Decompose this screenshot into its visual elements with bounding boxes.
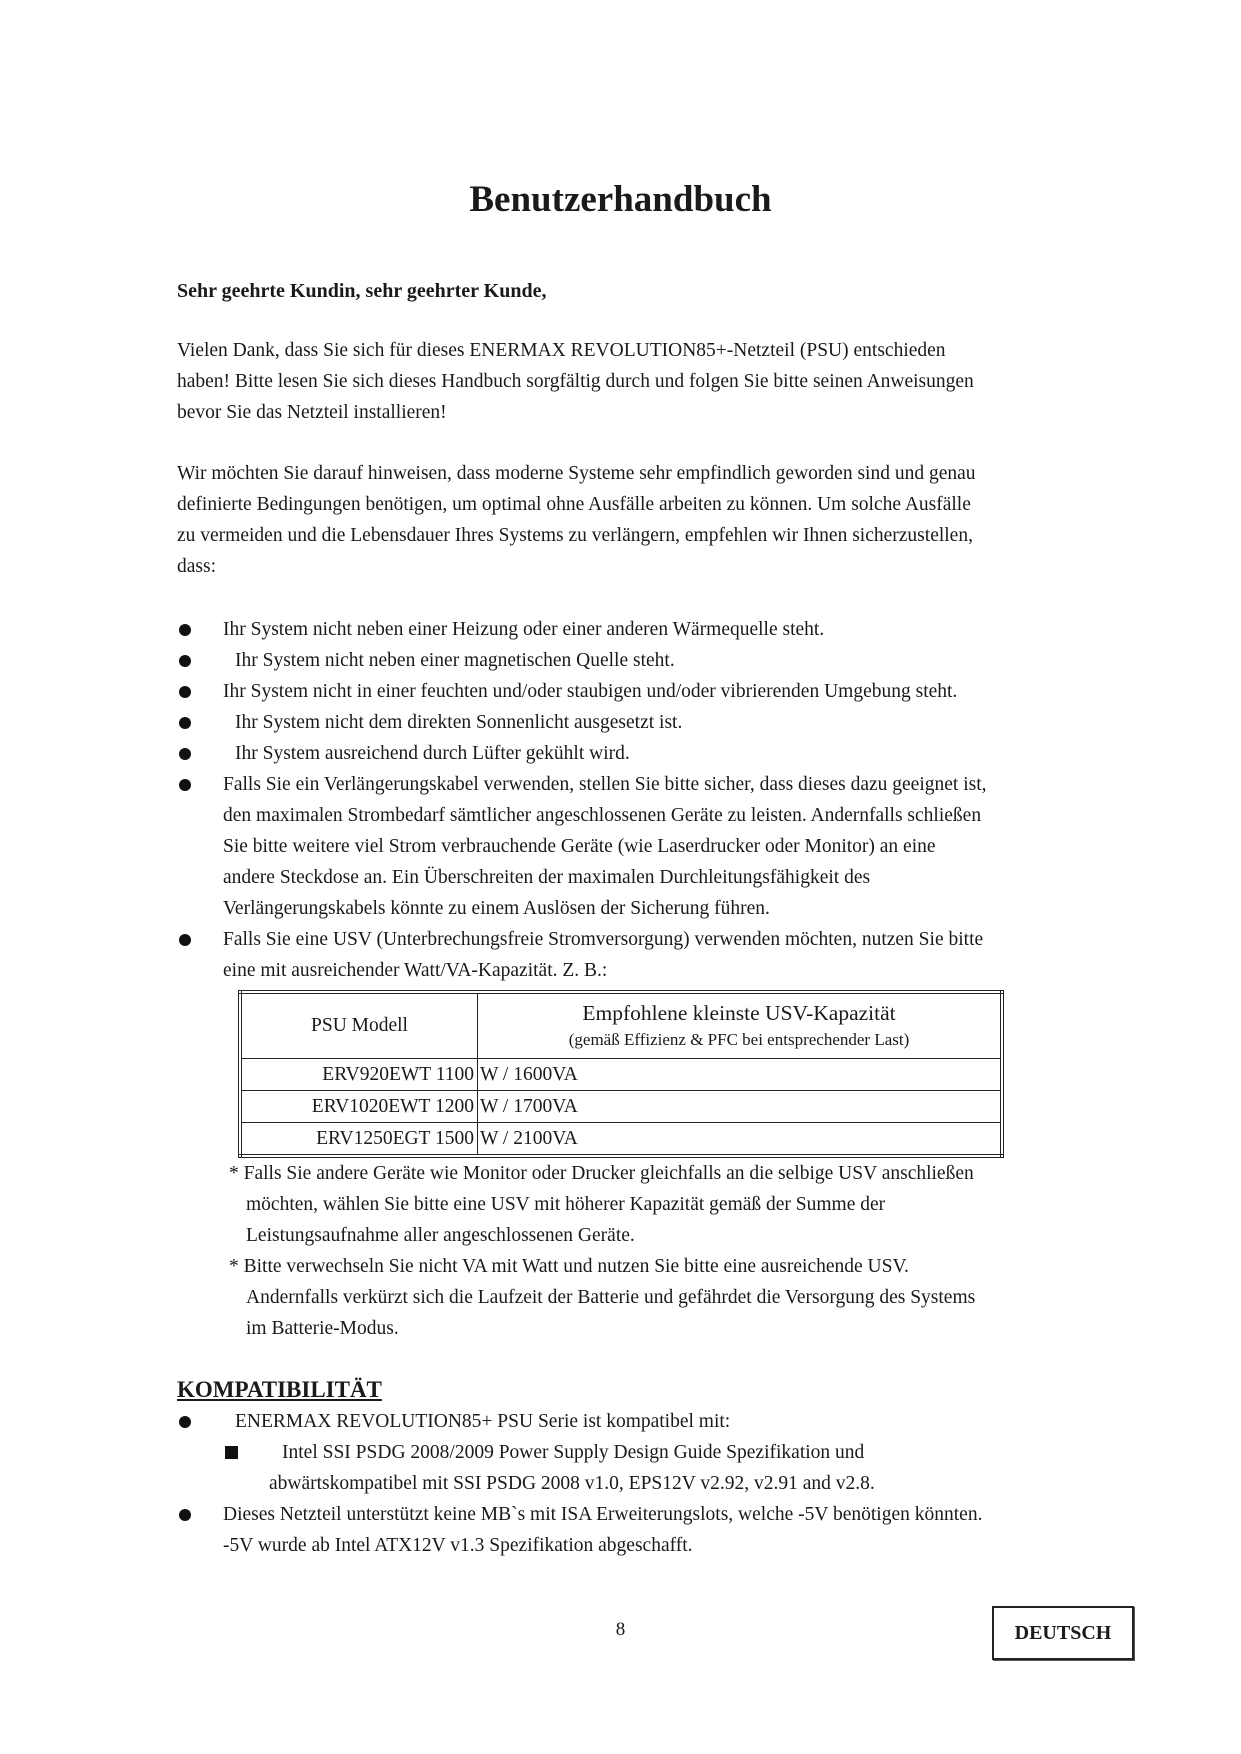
- note-line: * Falls Sie andere Geräte wie Monitor oder Drucker gleichfalls an die selbige USV anschließen: [229, 1163, 974, 1184]
- note-line: Andernfalls verkürzt sich die Laufzeit der Batterie und gefährdet die Versorgung des Systems: [246, 1287, 976, 1308]
- table-row: [240, 1123, 1002, 1157]
- table-cell-model: ERV920EWT 1100: [240, 1059, 478, 1091]
- table-cell-model: ERV1250EGT 1500: [240, 1123, 478, 1157]
- list-item-text: [223, 924, 1073, 986]
- table-row: [240, 1091, 1002, 1123]
- bullet-icon: [179, 624, 191, 636]
- advice-line: definierte Bedingungen benötigen, um optimal ohne Ausfälle arbeiten zu können. Um solche Ausfälle: [177, 494, 971, 515]
- intro-line: haben! Bitte lesen Sie sich dieses Handbuch sorgfältig durch und folgen Sie bitte seinen Anweisungen: [177, 371, 974, 392]
- list-item-text: ENERMAX REVOLUTION85+ PSU Serie ist kompatibel mit:: [235, 1411, 731, 1432]
- usv-capacity-subheader: (gemäß Effizienz & PFC bei entsprechender Last): [568, 1030, 910, 1049]
- advice-paragraph: [177, 458, 1077, 582]
- list-item-line: den maximalen Strombedarf sämtlicher angeschlossenen Geräte zu leisten. Andernfalls schließen: [223, 805, 982, 826]
- page-title: Benutzerhandbuch: [469, 179, 772, 220]
- usv-capacity-header: Empfohlene kleinste USV-Kapazität: [582, 1001, 896, 1025]
- list-item-line: Sie bitte weitere viel Strom verbrauchende Geräte (wie Laserdrucker oder Monitor) an eine: [223, 836, 936, 857]
- bullet-icon: [179, 779, 191, 791]
- salutation: Sehr geehrte Kundin, sehr geehrter Kunde,: [177, 280, 547, 302]
- list-item-line: Falls Sie ein Verlängerungskabel verwenden, stellen Sie bitte sicher, dass dieses dazu geeignet ist,: [223, 774, 987, 795]
- list-item-text: Ihr System nicht dem direkten Sonnenlicht ausgesetzt ist.: [235, 712, 683, 733]
- intro-line: bevor Sie das Netzteil installieren!: [177, 402, 447, 423]
- list-item-line: andere Steckdose an. Ein Überschreiten der maximalen Durchleitungsfähigkeit des: [223, 867, 871, 888]
- note-va-watt: [229, 1251, 1079, 1344]
- list-item-text: Ihr System nicht neben einer Heizung oder einer anderen Wärmequelle steht.: [223, 619, 825, 640]
- bullet-icon: [179, 1509, 191, 1521]
- note-line: möchten, wählen Sie bitte eine USV mit höherer Kapazität gemäß der Summe der: [246, 1194, 886, 1215]
- square-bullet-icon: [225, 1446, 238, 1459]
- list-item-line: Falls Sie eine USV (Unterbrechungsfreie Stromversorgung) verwenden möchten, nutzen Sie bitte: [223, 929, 984, 950]
- column-header-psu-model: PSU Modell: [240, 992, 478, 1059]
- bullet-icon: [179, 934, 191, 946]
- intro-paragraph: [177, 335, 1077, 428]
- intro-line: Vielen Dank, dass Sie sich für dieses ENERMAX REVOLUTION85+-Netzteil (PSU) entschieden: [177, 340, 946, 361]
- list-item-text: Ihr System ausreichend durch Lüfter gekühlt wird.: [235, 743, 630, 764]
- sub-item-line: Intel SSI PSDG 2008/2009 Power Supply Design Guide Spezifikation und: [282, 1442, 865, 1463]
- advice-line: dass:: [177, 556, 216, 577]
- note-line: * Bitte verwechseln Sie nicht VA mit Watt und nutzen Sie bitte eine ausreichende USV.: [229, 1256, 909, 1277]
- list-item-line: -5V wurde ab Intel ATX12V v1.3 Spezifikation abgeschafft.: [223, 1535, 693, 1556]
- list-item-text: [223, 1499, 1073, 1561]
- advice-line: Wir möchten Sie darauf hinweisen, dass moderne Systeme sehr empfindlich geworden sind und genau: [177, 463, 976, 484]
- list-item-text: [223, 769, 1073, 924]
- table-header-row: [240, 992, 1002, 1059]
- table-cell-model: ERV1020EWT 1200: [240, 1091, 478, 1123]
- note-line: Leistungsaufnahme aller angeschlossenen Geräte.: [246, 1225, 635, 1246]
- bullet-icon: [179, 655, 191, 667]
- table-row: [240, 1059, 1002, 1091]
- sub-item-line: abwärtskompatibel mit SSI PSDG 2008 v1.0, EPS12V v2.92, v2.91 and v2.8.: [269, 1473, 875, 1494]
- list-item-line: Verlängerungskabels könnte zu einem Auslösen der Sicherung führen.: [223, 898, 770, 919]
- column-header-usv-capacity: [478, 992, 1003, 1059]
- list-item-line: Dieses Netzteil unterstützt keine MB`s mit ISA Erweiterungslots, welche -5V benötigen könnten.: [223, 1504, 983, 1525]
- bullet-icon: [179, 748, 191, 760]
- page-number: 8: [615, 1619, 626, 1640]
- table-cell-capacity: W / 1600VA: [478, 1059, 1003, 1091]
- advice-line: zu vermeiden und die Lebensdauer Ihres Systems zu verlängern, empfehlen wir Ihnen sicherzustellen,: [177, 525, 973, 546]
- bullet-icon: [179, 1416, 191, 1428]
- table-cell-capacity: W / 2100VA: [478, 1123, 1003, 1157]
- list-item-line: eine mit ausreichender Watt/VA-Kapazität. Z. B.:: [223, 960, 608, 981]
- bullet-icon: [179, 686, 191, 698]
- list-item-text: Ihr System nicht neben einer magnetischen Quelle steht.: [235, 650, 675, 671]
- table-cell-capacity: W / 1700VA: [478, 1091, 1003, 1123]
- compatibility-sub-item: [282, 1437, 1082, 1468]
- note-line: im Batterie-Modus.: [246, 1318, 399, 1339]
- usv-capacity-table: [238, 990, 1004, 1158]
- bullet-icon: [179, 717, 191, 729]
- compatibility-sub-item-cont: [269, 1468, 1089, 1499]
- compatibility-heading: KOMPATIBILITÄT: [177, 1377, 382, 1402]
- list-item-text: Ihr System nicht in einer feuchten und/oder staubigen und/oder vibrierenden Umgebung steht.: [223, 681, 958, 702]
- note-monitor-printer: [229, 1158, 1079, 1251]
- language-label: DEUTSCH: [992, 1606, 1134, 1660]
